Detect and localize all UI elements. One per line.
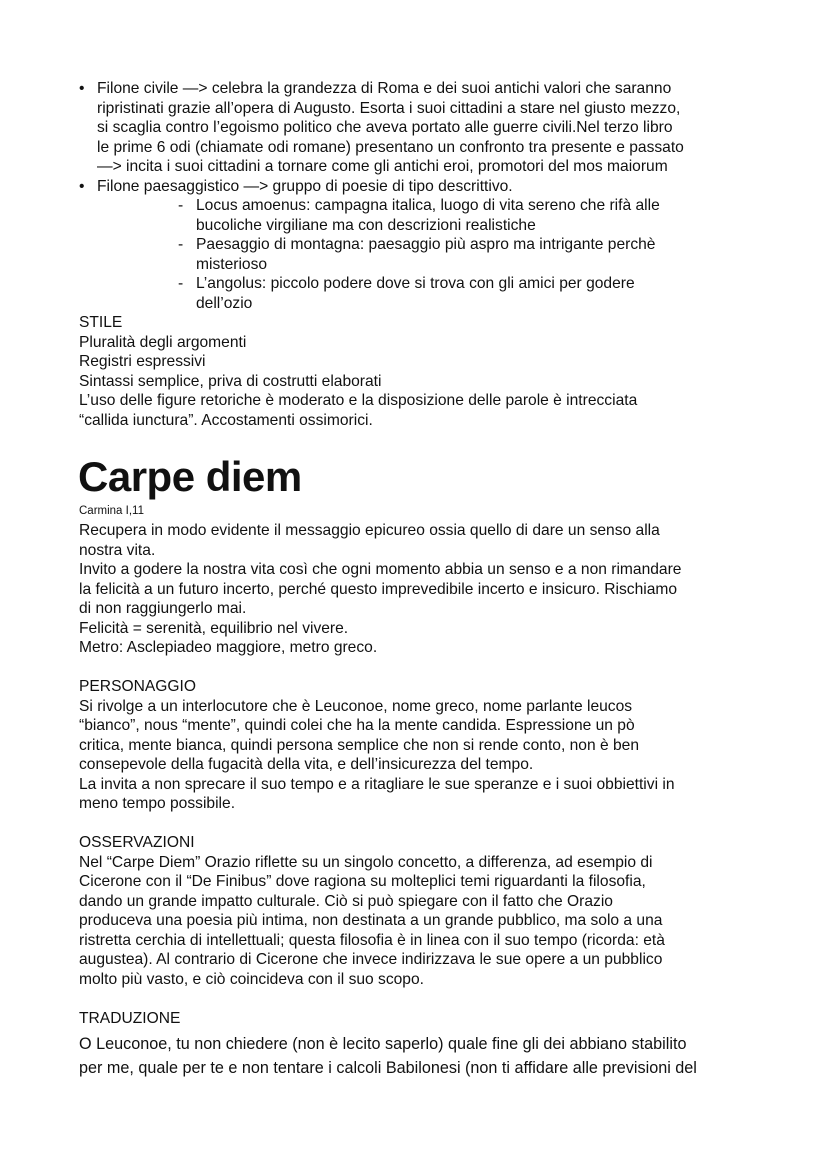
subtitle: Carmina I,11 [79,505,144,517]
text-line: “bianco”, nous “mente”, quindi colei che ha la mente candida. Espressione un pò [79,717,635,734]
text-line: Cicerone con il “De Finibus” dove ragiona su molteplici temi riguardanti la filosofia, [79,873,646,890]
bullet-dot: • [79,80,85,97]
text-line: O Leuconoe, tu non chiedere (non è lecito saperlo) quale fine gli dei abbiano stabilito [79,1035,687,1053]
text-line: Recupera in modo evidente il messaggio epicureo ossia quello di dare un senso alla [79,522,660,539]
text-line: Nel “Carpe Diem” Orazio riflette su un singolo concetto, a differenza, ad esempio di [79,853,653,871]
dash-marker: - [178,236,184,253]
text-line: le prime 6 odi (chiamate odi romane) presentano un confronto tra presente e passato [97,138,684,156]
text-line: dell’ozio [196,294,253,312]
text-line: misterioso [196,255,268,273]
text-line: “callida iunctura”. Accostamenti ossimorici. [79,411,373,429]
bullet-dot: • [79,177,85,195]
text-line: Filone civile —> celebra la grandezza di Roma e dei suoi antichi valori che saranno [97,80,672,97]
text-line: di non raggiungerlo mai. [79,600,247,617]
text-line: si scaglia contro l’egoismo politico che aveva portato alle guerre civili.Nel terzo libro [97,119,673,136]
dash-marker: - [178,275,184,292]
text-line: La invita a non sprecare il suo tempo e a ritagliare le sue speranze e i suoi obbiettivi in [79,775,675,793]
text-line: critica, mente bianca, quindi persona semplice che non si rende conto, non è ben [79,736,639,754]
text-line: dando un grande impatto culturale. Ciò si può spiegare con il fatto che Orazio [79,892,613,910]
section-heading-stile: STILE [79,314,123,331]
section-heading-personaggio: PERSONAGGIO [79,678,196,695]
text-line: ripristinati grazie all’opera di Augusto. Esorta i suoi cittadini a stare nel giusto mezzo, [97,99,681,117]
text-line: Paesaggio di montagna: paesaggio più aspro ma intrigante perchè [196,236,656,253]
text-line: la felicità a un futuro incerto, perché questo imprevedibile incerto e insicuro. Rischiamo [79,580,678,598]
section-heading-traduzione: TRADUZIONE [79,1010,181,1027]
text-line: —> incita i suoi cittadini a tornare come gli antichi eroi, promotori del mos maiorum [97,158,668,175]
text-line: Si rivolge a un interlocutore che è Leuconoe, nome greco, nome parlante leucos [79,697,633,715]
text-line: Pluralità degli argomenti [79,333,247,351]
text-line: bucoliche virgiliane ma con descrizioni realistiche [196,216,536,234]
text-line: Sintassi semplice, priva di costrutti elaborati [79,372,382,390]
text-line: nostra vita. [79,541,156,559]
text-line: Invito a godere la nostra vita così che ogni momento abbia un senso e a non rimandare [79,561,682,578]
dash-marker: - [178,197,184,214]
text-line: produceva una poesia più intima, non destinata a un grande pubblico, ma solo a una [79,912,663,929]
text-line: ristretta cerchia di intellettuali; questa filosofia è in linea con il suo tempo (ricorda: età [79,931,665,949]
page-title: Carpe diem [78,453,302,500]
text-line: augustea). Al contrario di Cicerone che invece indirizzava le sue opere a un pubblico [79,951,663,968]
text-line: Registri espressivi [79,353,206,370]
text-line: Filone paesaggistico —> gruppo di poesie di tipo descrittivo. [97,177,513,195]
text-line: molto più vasto, e ciò coincideva con il suo scopo. [79,970,424,988]
text-line: meno tempo possibile. [79,795,236,812]
text-line: per me, quale per te e non tentare i calcoli Babilonesi (non ti affidare alle previsioni del [79,1059,697,1077]
text-line: consepevole della fugacità della vita, e dell’insicurezza del tempo. [79,756,534,773]
text-line: Metro: Asclepiadeo maggiore, metro greco. [79,639,378,656]
text-line: Locus amoenus: campagna italica, luogo di vita sereno che rifà alle [196,197,660,214]
text-line: L’angolus: piccolo podere dove si trova con gli amici per godere [196,275,635,292]
text-line: L’uso delle figure retoriche è moderato e la disposizione delle parole è intrecciata [79,392,638,409]
section-heading-osservazioni: OSSERVAZIONI [79,834,195,851]
text-line: Felicità = serenità, equilibrio nel vivere. [79,619,349,637]
